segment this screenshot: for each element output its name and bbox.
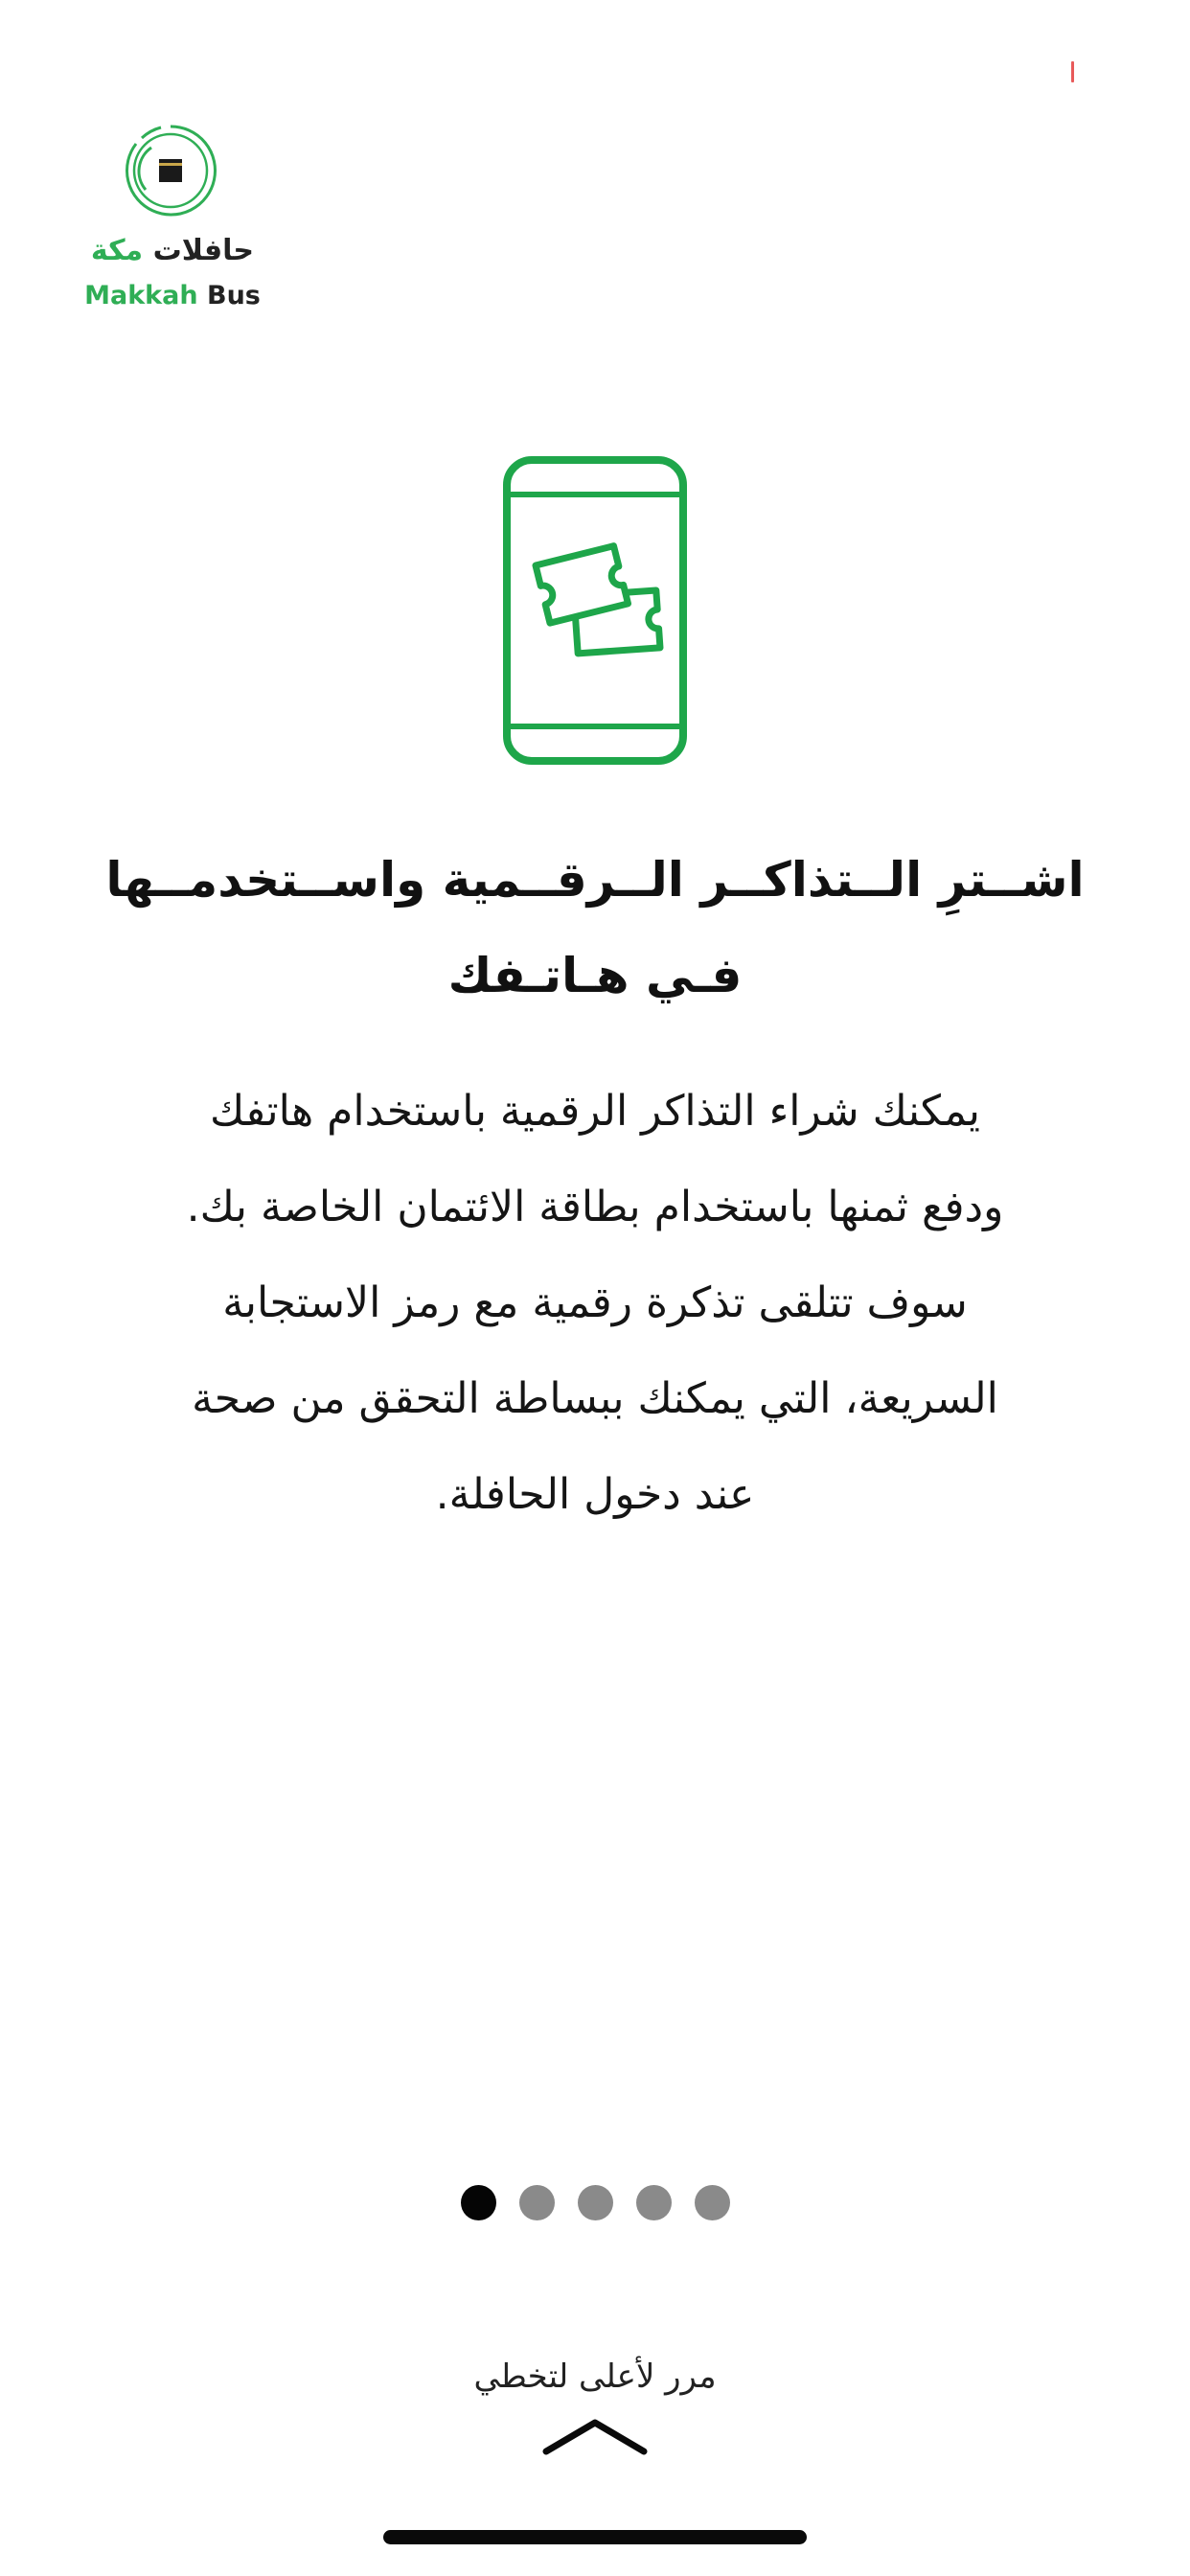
makkah-bus-logo (77, 123, 278, 324)
swipe-up-to-skip-label[interactable]: مرر لأعلى لتخطي (473, 2358, 717, 2396)
description-line: سوف تتلقى تذكرة رقمية مع رمز الاستجابة (222, 1278, 968, 1327)
home-indicator[interactable] (383, 2530, 807, 2544)
description-line: يمكنك شراء التذاكر الرقمية باستخدام هاتفك (210, 1087, 980, 1136)
page-dot-4[interactable] (636, 2185, 672, 2220)
page-dot-5[interactable] (695, 2185, 730, 2220)
kaaba-icon (123, 123, 218, 218)
onboarding-description (86, 1064, 1104, 1543)
page-dot-2[interactable] (519, 2185, 555, 2220)
page-indicator (0, 2185, 1190, 2223)
page-dot-1[interactable] (461, 2185, 496, 2220)
description-line: السريعة، التي يمكنك ببساطة التحقق من صحة (192, 1374, 998, 1423)
description-line: ودفع ثمنها باستخدام بطاقة الائتمان الخاصة بك. (186, 1183, 1004, 1231)
onboarding-title (96, 832, 1094, 1024)
logo-arabic-name: حافلات مكة (90, 234, 255, 267)
phone-with-tickets-icon (499, 452, 691, 769)
page-dot-3[interactable] (578, 2185, 613, 2220)
description-line: عند دخول الحافلة. (435, 1470, 755, 1519)
status-indicator (1071, 61, 1074, 82)
title-line-1: اشــترِ الــتذاكــر الــرقــمية واســتخدمــها (105, 852, 1085, 908)
logo-english-name: Makkah Bus (84, 281, 261, 310)
chevron-up-icon[interactable] (542, 2415, 648, 2457)
title-line-2: فـي هـاتـفك (447, 948, 743, 1003)
